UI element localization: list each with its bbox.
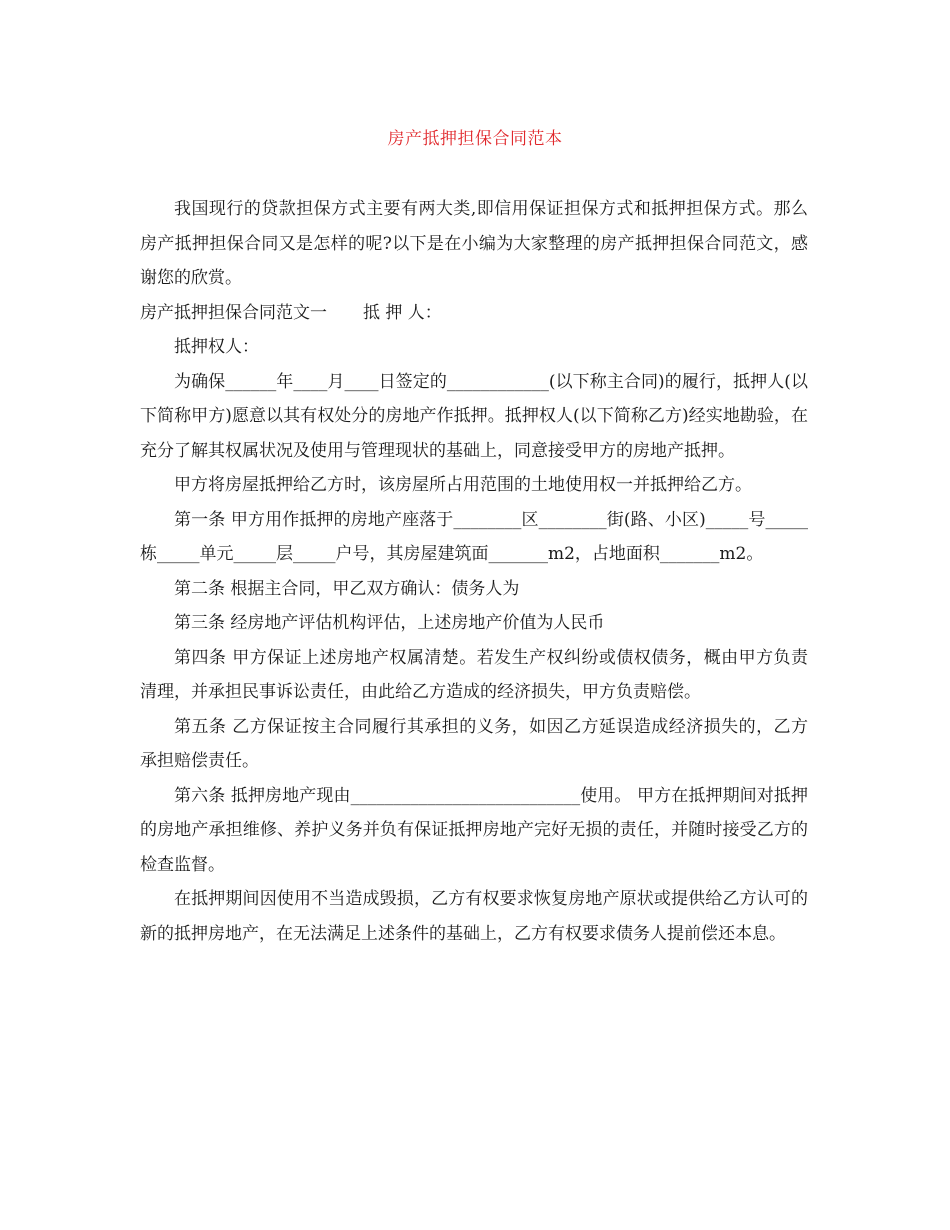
article-5: 第五条 乙方保证按主合同履行其承担的义务，如因乙方延误造成经济损失的，乙方承担赔偿责任。 [140, 716, 808, 771]
article-1: 第一条 甲方用作抵押的房地产座落于________区________街(路、小区)_____号_____栋_____单元_____层_____户号，其房屋建筑面_______m2，占地面积_______m2。 [140, 509, 808, 564]
mortgagor-label: 抵 押 人： [363, 302, 442, 323]
land-paragraph: 甲方将房屋抵押给乙方时，该房屋所占用范围的土地使用权一并抵押给乙方。 [174, 475, 752, 495]
article-2: 第二条 根据主合同，甲乙双方确认：债务人为 [174, 578, 520, 599]
mortgagee-label: 抵押权人： [174, 337, 259, 357]
document-body [140, 192, 808, 951]
article-4: 第四条 甲方保证上述房地产权属清楚。若发生产权纠纷或债权债务，概由甲方负责清理，并承担民事诉讼责任，由此给乙方造成的经济损失，甲方负责赔偿。 [140, 647, 808, 702]
article-6: 第六条 抵押房地产现由___________________________使用。 甲方在抵押期间对抵押的房地产承担维修、养护义务并负有保证抵押房地产完好无损的责任，并随时接受乙方的检查监督。 [140, 785, 808, 875]
purpose-paragraph: 为确保______年____月____日签定的____________(以下称主合同)的履行，抵押人(以下简称甲方)愿意以其有权处分的房地产作抵押。抵押权人(以下简称乙方)经实地勘验，在充分了解其权属状况及使用与管理现状的基础上，同意接受甲方的房地产抵押。 [140, 371, 808, 461]
section-heading: 房产抵押担保合同范文一 [140, 302, 327, 323]
damage-paragraph: 在抵押期间因使用不当造成毁损，乙方有权要求恢复房地产原状或提供给乙方认可的新的抵押房地产，在无法满足上述条件的基础上，乙方有权要求债务人提前偿还本息。 [140, 889, 808, 944]
intro-paragraph: 我国现行的贷款担保方式主要有两大类,即信用保证担保方式和抵押担保方式。那么房产抵押担保合同又是怎样的呢?以下是在小编为大家整理的房产抵押担保合同范文，感谢您的欣赏。 [140, 199, 808, 288]
section-heading-line [140, 296, 808, 331]
article-3: 第三条 经房地产评估机构评估，上述房地产价值为人民币 [174, 613, 605, 633]
document-title: 房产抵押担保合同范本 [387, 129, 563, 149]
